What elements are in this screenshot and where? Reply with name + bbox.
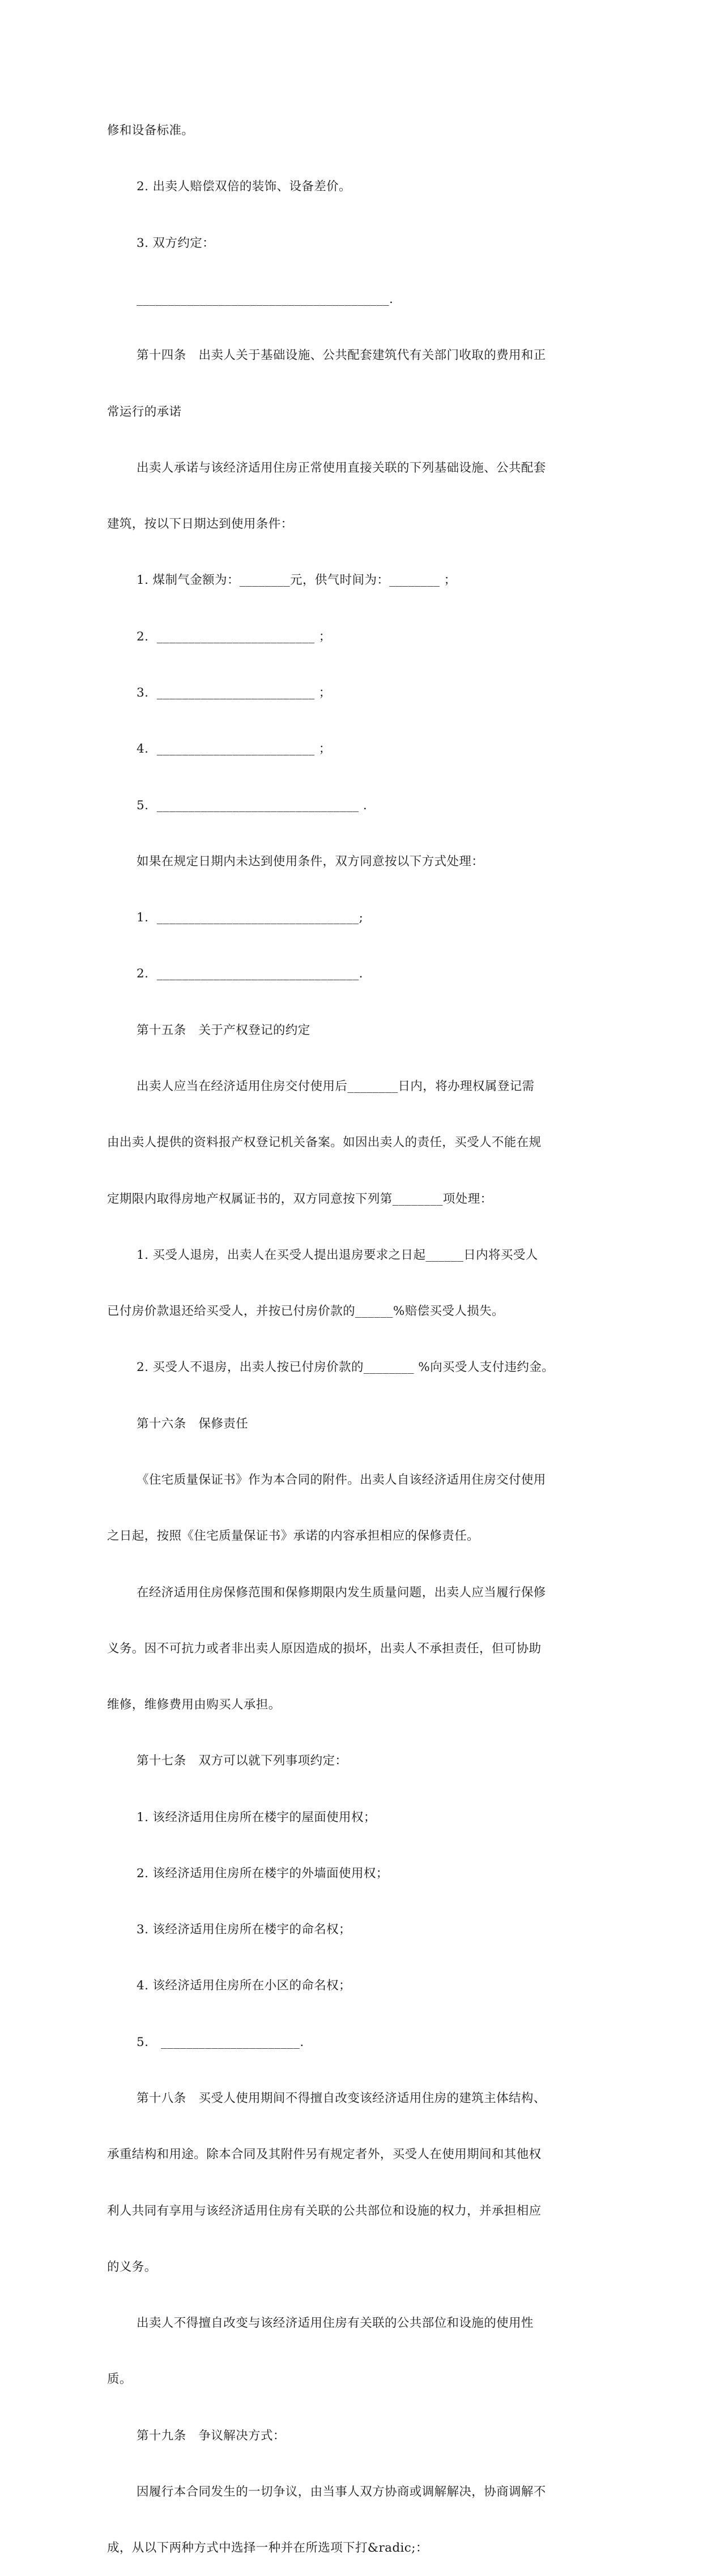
list-item: 1. 煤制气金额为：________元，供气时间为：________ ； <box>137 573 457 588</box>
text-line: 质。 <box>107 2372 132 2387</box>
text-line: 出卖人应当在经济适用住房交付使用后________日内，将办理权属登记需 <box>137 1079 535 1093</box>
list-item: 3. _________________________ ； <box>137 686 331 700</box>
text-line: 义务。因不可抗力或者非出卖人原因造成的损坏，出卖人不承担责任，但可协助 <box>107 1641 542 1656</box>
article-heading-18: 第十八条 买受人使用期间不得擅自改变该经济适用住房的建筑主体结构、 <box>137 2091 546 2106</box>
text-line: 维修，维修费用由购买人承担。 <box>107 1698 281 1712</box>
text-line: 常运行的承诺 <box>107 404 182 419</box>
list-item: 1. 买受人退房，出卖人在买受人提出退房要求之日起______日内将买受人 <box>137 1248 538 1262</box>
text-line: 承重结构和用途。除本合同及其附件另有规定者外，买受人在使用期间和其他权 <box>107 2147 542 2162</box>
contract-page <box>107 84 600 2576</box>
list-item: 2. _________________________ ； <box>137 629 331 644</box>
text-line: 出卖人承诺与该经济适用住房正常使用直接关联的下列基础设施、公共配套 <box>137 460 546 475</box>
blank-line: ________________________________________. <box>137 292 394 307</box>
article-heading-17: 第十七条 双方可以就下列事项约定： <box>137 1754 348 1768</box>
list-item: 5. ________________________________ . <box>137 798 368 813</box>
list-item: 5. ______________________. <box>137 2035 304 2049</box>
text-line: 2. 出卖人赔偿双倍的装饰、设备差价。 <box>137 180 351 194</box>
text-line: 的义务。 <box>107 2259 157 2274</box>
text-line: 由出卖人提供的资料报产权登记机关备案。如因出卖人的责任，买受人不能在规 <box>107 1135 542 1150</box>
article-heading-19: 第十九条 争议解决方式： <box>137 2428 286 2443</box>
article-heading-14: 第十四条 出卖人关于基础设施、公共配套建筑代有关部门收取的费用和正 <box>137 348 546 363</box>
text-line: 在经济适用住房保修范围和保修期限内发生质量问题，出卖人应当履行保修 <box>137 1585 546 1600</box>
list-item: 2. ________________________________. <box>137 967 363 981</box>
list-item: 1. 该经济适用住房所在楼宇的屋面使用权； <box>137 1810 376 1825</box>
text-line: 《住宅质量保证书》作为本合同的附件。出卖人自该经济适用住房交付使用 <box>137 1472 546 1487</box>
list-item: 4. 该经济适用住房所在小区的命名权； <box>137 1979 351 1993</box>
text-line: 已付房价款退还给买受人，并按已付房价款的______%赔偿买受人损失。 <box>107 1304 504 1319</box>
text-line: 因履行本合同发生的一切争议，由当事人双方协商或调解解决，协商调解不 <box>137 2485 546 2499</box>
article-heading-15: 第十五条 关于产权登记的约定 <box>137 1023 310 1037</box>
text-line: 之日起，按照《住宅质量保证书》承诺的内容承担相应的保修责任。 <box>107 1529 480 1544</box>
text-line: 如果在规定日期内未达到使用条件，双方同意按以下方式处理： <box>137 854 484 869</box>
list-item: 4. _________________________ ； <box>137 742 331 757</box>
text-line: 3. 双方约定： <box>137 236 215 250</box>
list-item: 1. ________________________________; <box>137 911 364 925</box>
text-line: 定期限内取得房地产权属证书的，双方同意按下列第________项处理： <box>107 1191 493 1206</box>
article-heading-16: 第十六条 保修责任 <box>137 1416 249 1431</box>
text-line: 出卖人不得擅自改变与该经济适用住房有关联的公共部位和设施的使用性 <box>137 2316 534 2331</box>
text-line: 利人共同有享用与该经济适用住房有关联的公共部位和设施的权力，并承担相应 <box>107 2203 542 2218</box>
list-item: 2. 该经济适用住房所在楼宇的外墙面使用权； <box>137 1866 389 1881</box>
text-line: 成，从以下两种方式中选择一种并在所选项下打&radic;： <box>107 2541 428 2556</box>
text-line: 建筑，按以下日期达到使用条件： <box>107 517 293 532</box>
list-item: 2. 买受人不退房，出卖人按已付房价款的________ %向买受人支付违约金。 <box>137 1360 555 1375</box>
list-item: 3. 该经济适用住房所在楼宇的命名权； <box>137 1923 351 1937</box>
text-line: 修和设备标准。 <box>107 123 194 138</box>
